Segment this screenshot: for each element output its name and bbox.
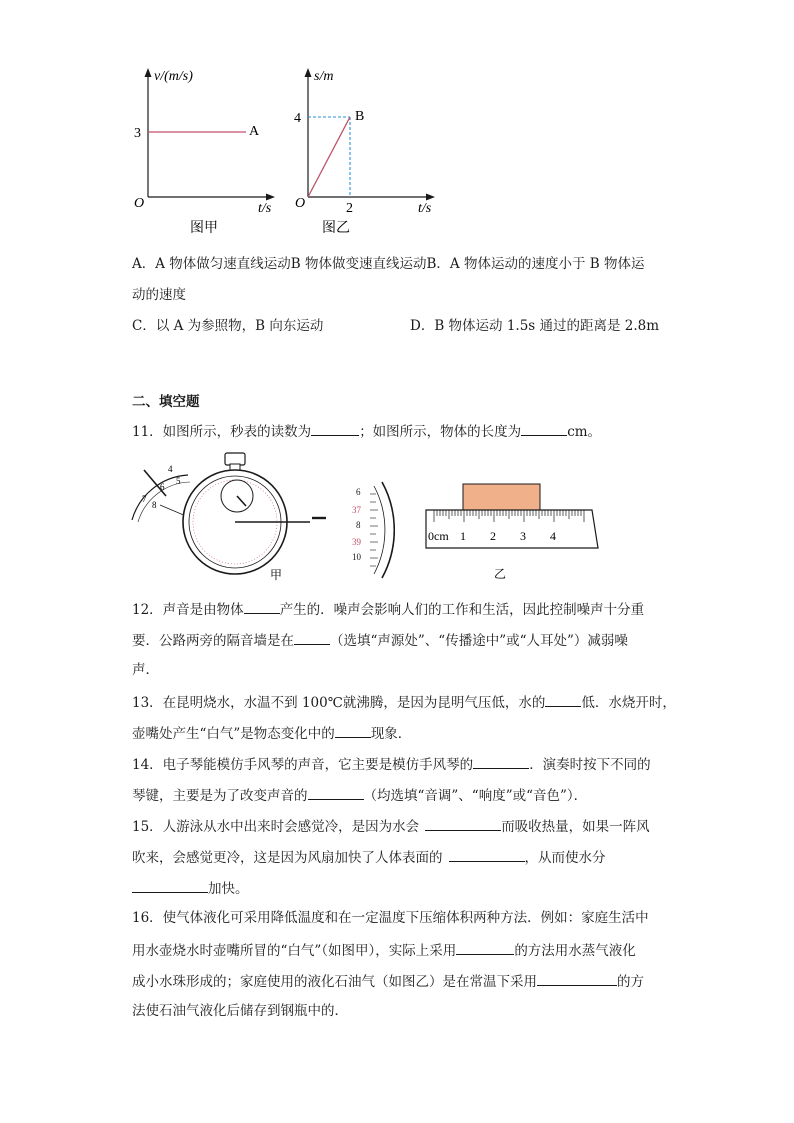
option-d: D．B 物体运动 1.5s 通过的距离是 2.8m bbox=[410, 318, 660, 334]
option-c: C．以 A 为参照物，B 向东运动 bbox=[132, 318, 324, 334]
svg-text:4: 4 bbox=[550, 529, 556, 543]
svg-text:5: 5 bbox=[176, 476, 181, 486]
y-axis-label: v/(m/s) bbox=[154, 69, 193, 84]
svg-text:7: 7 bbox=[142, 494, 147, 504]
line-a-label: A bbox=[249, 124, 260, 139]
q15-line1: 15．人游泳从水中出来时会感觉冷，是因为水会 而吸收热量，如果一阵风 bbox=[132, 819, 650, 835]
q15-line2: 吹来，会感觉更冷，这是因为风扇加快了人体表面的 ，从而使水分 bbox=[132, 850, 606, 866]
q14-line1: 14．电子琴能模仿手风琴的声音，它主要是模仿手风琴的 ．演奏时按下不同的 bbox=[132, 757, 651, 773]
svg-text:1: 1 bbox=[460, 529, 466, 543]
stopwatch-figure bbox=[130, 450, 395, 585]
caption-yi: 图乙 bbox=[322, 221, 350, 236]
q13-line2: 壶嘴处产生“白气”是物态变化中的 现象． bbox=[132, 726, 412, 742]
svg-text:10: 10 bbox=[352, 552, 361, 562]
q11-text: 11．如图所示，秒表的读数为 ；如图所示，物体的长度为 cm。 bbox=[132, 424, 602, 440]
svg-text:2: 2 bbox=[490, 529, 496, 543]
figure-yi-st-graph bbox=[290, 62, 440, 240]
ruler-figure bbox=[420, 478, 610, 583]
q12-line3: 声． bbox=[132, 662, 159, 678]
x-tick-2: 2 bbox=[346, 201, 353, 216]
y-tick-3: 3 bbox=[134, 126, 141, 141]
svg-text:39: 39 bbox=[352, 537, 361, 547]
option-b-line2: 动的速度 bbox=[132, 287, 186, 303]
origin-label: O bbox=[295, 196, 306, 211]
q15-line3: 加快。 bbox=[132, 879, 249, 897]
svg-text:0cm: 0cm bbox=[428, 529, 449, 543]
measured-block bbox=[463, 484, 540, 510]
stopwatch-scale-labels bbox=[352, 487, 362, 562]
q16-line3: 成小水珠形成的；家庭使用的液化石油气（如图乙）是在常温下采用 的方 bbox=[132, 974, 644, 990]
q16-line4: 法使石油气液化后储存到钢瓶中的． bbox=[132, 1003, 348, 1019]
q13-line1: 13．在昆明烧水，水温不到 100℃就沸腾，是因为昆明气压低，水的 低．水烧开时， bbox=[132, 695, 676, 711]
svg-text:6: 6 bbox=[356, 487, 361, 497]
svg-text:4: 4 bbox=[168, 464, 173, 474]
option-a-b-line1: A．A 物体做匀速直线运动B 物体做变速直线运动B．A 物体运动的速度小于 B 物体运 bbox=[132, 256, 645, 272]
point-b-label: B bbox=[355, 109, 365, 124]
x-axis-label: t/s bbox=[418, 201, 432, 216]
y-axis-label: s/m bbox=[314, 69, 334, 84]
svg-text:6: 6 bbox=[160, 482, 165, 492]
section-title: 二、填空题 bbox=[132, 394, 200, 410]
q16-line1: 16．使气体液化可采用降低温度和在一定温度下压缩体积两种方法．例如：家庭生活中 bbox=[132, 910, 649, 926]
q16-line2: 用水壶烧水时壶嘴所冒的“白气”（如图甲），实际上采用 的方法用水蒸气液化 bbox=[132, 943, 636, 959]
svg-text:8: 8 bbox=[152, 500, 157, 510]
line-b bbox=[308, 117, 350, 197]
caption-jia: 图甲 bbox=[190, 221, 218, 236]
q12-line2: 要．公路两旁的隔音墙是在 （选填“声源处”、“传播途中”或“人耳处”）减弱噪 bbox=[132, 633, 628, 649]
svg-text:3: 3 bbox=[520, 529, 526, 543]
caption-ruler: 乙 bbox=[494, 567, 507, 581]
caption-stopwatch: 甲 bbox=[270, 568, 283, 582]
y-tick-4: 4 bbox=[294, 111, 301, 126]
svg-text:37: 37 bbox=[352, 505, 361, 515]
figure-jia-vt-graph bbox=[128, 62, 278, 240]
q12-line1: 12．声音是由物体 产生的．噪声会影响人们的工作和生活，因此控制噪声十分重 bbox=[132, 602, 645, 618]
q14-line2: 琴键，主要是为了改变声音的 （均选填“音调”、“响度”或“音色”）． bbox=[132, 788, 588, 804]
origin-label: O bbox=[134, 196, 145, 211]
svg-text:8: 8 bbox=[356, 520, 361, 530]
x-axis-label: t/s bbox=[258, 201, 272, 216]
